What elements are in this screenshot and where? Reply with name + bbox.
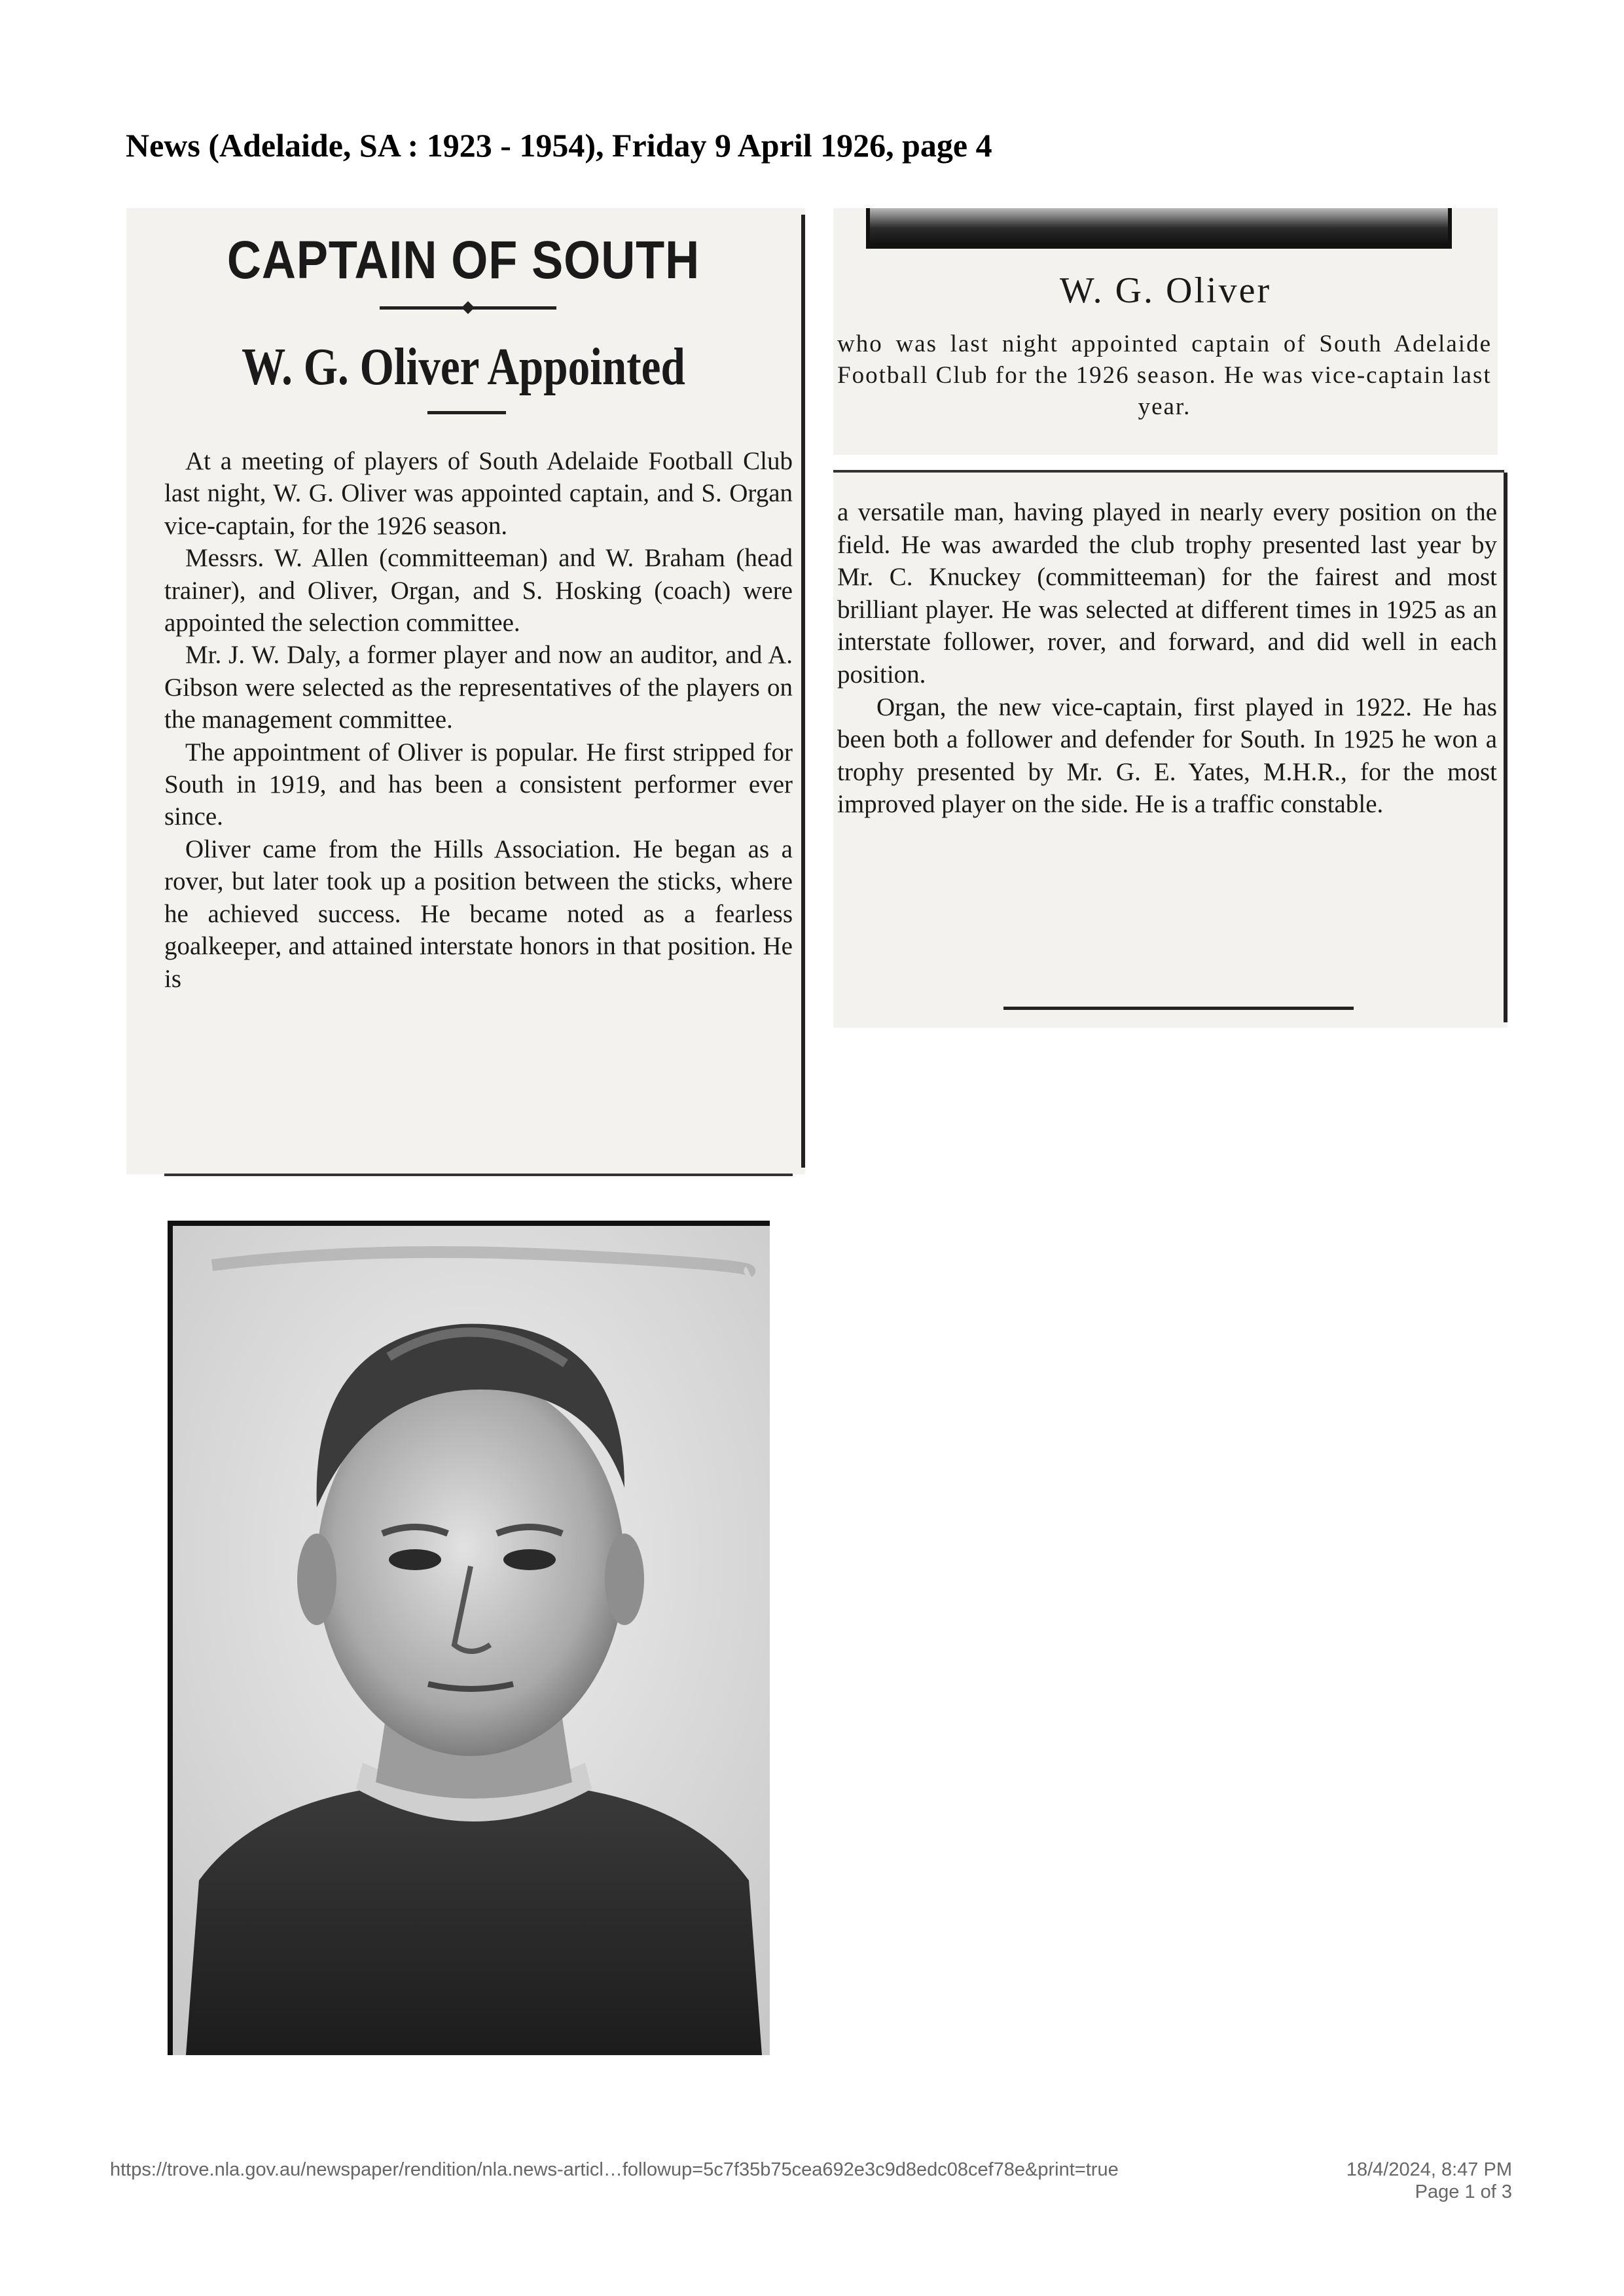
divider-ornament-icon — [461, 301, 475, 314]
article-clipping-main — [126, 208, 805, 1174]
article-paragraph: Messrs. W. Allen (committeeman) and W. Braham (head trainer), and Oliver, Organ, and S. Hosking (coach) were appointed the selection committee. — [164, 544, 793, 637]
portrait-image — [173, 1226, 770, 2055]
article-headline: CAPTAIN OF SOUTH — [226, 230, 700, 290]
article-paragraph: The appointment of Oliver is popular. He first stripped for South in 1919, and has been a consistent performer ever since. — [164, 738, 793, 831]
continuation-paragraph: a versatile man, having played in nearly every position on the field. He was awarded the club trophy presented last year by Mr. C. Knuckey (committeeman) for the fairest and most brilliant player. He was selected at different times in 1925 as an interstate follower, rover, and forward, and did well in each position. — [837, 498, 1497, 689]
caption-name: W. G. Oliver — [1059, 270, 1272, 311]
footer-page-number: Page 1 of 3 — [1415, 2181, 1512, 2202]
caption-body: who was last night appointed captain of South Adelaide Football Club for the 1926 season. He was vice-captain last — [837, 331, 1492, 389]
article-continuation-clipping — [833, 470, 1507, 1028]
caption-last-line: year. — [1138, 393, 1191, 420]
subheadline-divider — [427, 411, 506, 414]
footer-date: 18/4/2024, 8:47 PM — [1346, 2159, 1512, 2180]
column-rule — [1504, 473, 1507, 1022]
column-rule — [801, 215, 805, 1168]
article-paragraph: Oliver came from the Hills Association. He began as a rover, but later took up a position between the sticks, where he achieved success. He became noted as a fearless goalkeeper, and attained interstate honors in that position. He is — [164, 834, 793, 993]
photo-caption-clipping — [833, 208, 1498, 455]
column-end-rule — [164, 1174, 793, 1176]
caption-text — [837, 329, 1492, 423]
continuation-top-rule — [833, 470, 1504, 473]
continuation-body — [837, 496, 1497, 821]
article-end-rule — [1003, 1007, 1354, 1010]
article-body — [164, 445, 793, 995]
photo-frame-fragment — [866, 208, 1452, 249]
portrait-photo — [168, 1221, 770, 2055]
page-title: News (Adelaide, SA : 1923 - 1954), Friday 9 April 1926, page 4 — [126, 127, 992, 164]
footer-url: https://trove.nla.gov.au/newspaper/rendition/nla.news-articl…followup=5c7f35b75cea692e3c9d8edc08cef78e&print=true — [110, 2159, 1119, 2180]
continuation-paragraph: Organ, the new vice-captain, first played in 1922. He has been both a follower and defender for South. In 1925 he won a trophy presented by Mr. G. E. Yates, M.H.R., for the most improved player on the side. He is a traffic constable. — [837, 692, 1497, 819]
article-subheadline: W. G. Oliver Appointed — [242, 338, 685, 396]
article-paragraph: At a meeting of players of South Adelaide Football Club last night, W. G. Oliver was appointed captain, and S. Organ vice-captain, for the 1926 season. — [164, 447, 793, 540]
article-paragraph: Mr. J. W. Daly, a former player and now an auditor, and A. Gibson were selected as the representatives of the players on the management committee. — [164, 641, 793, 734]
